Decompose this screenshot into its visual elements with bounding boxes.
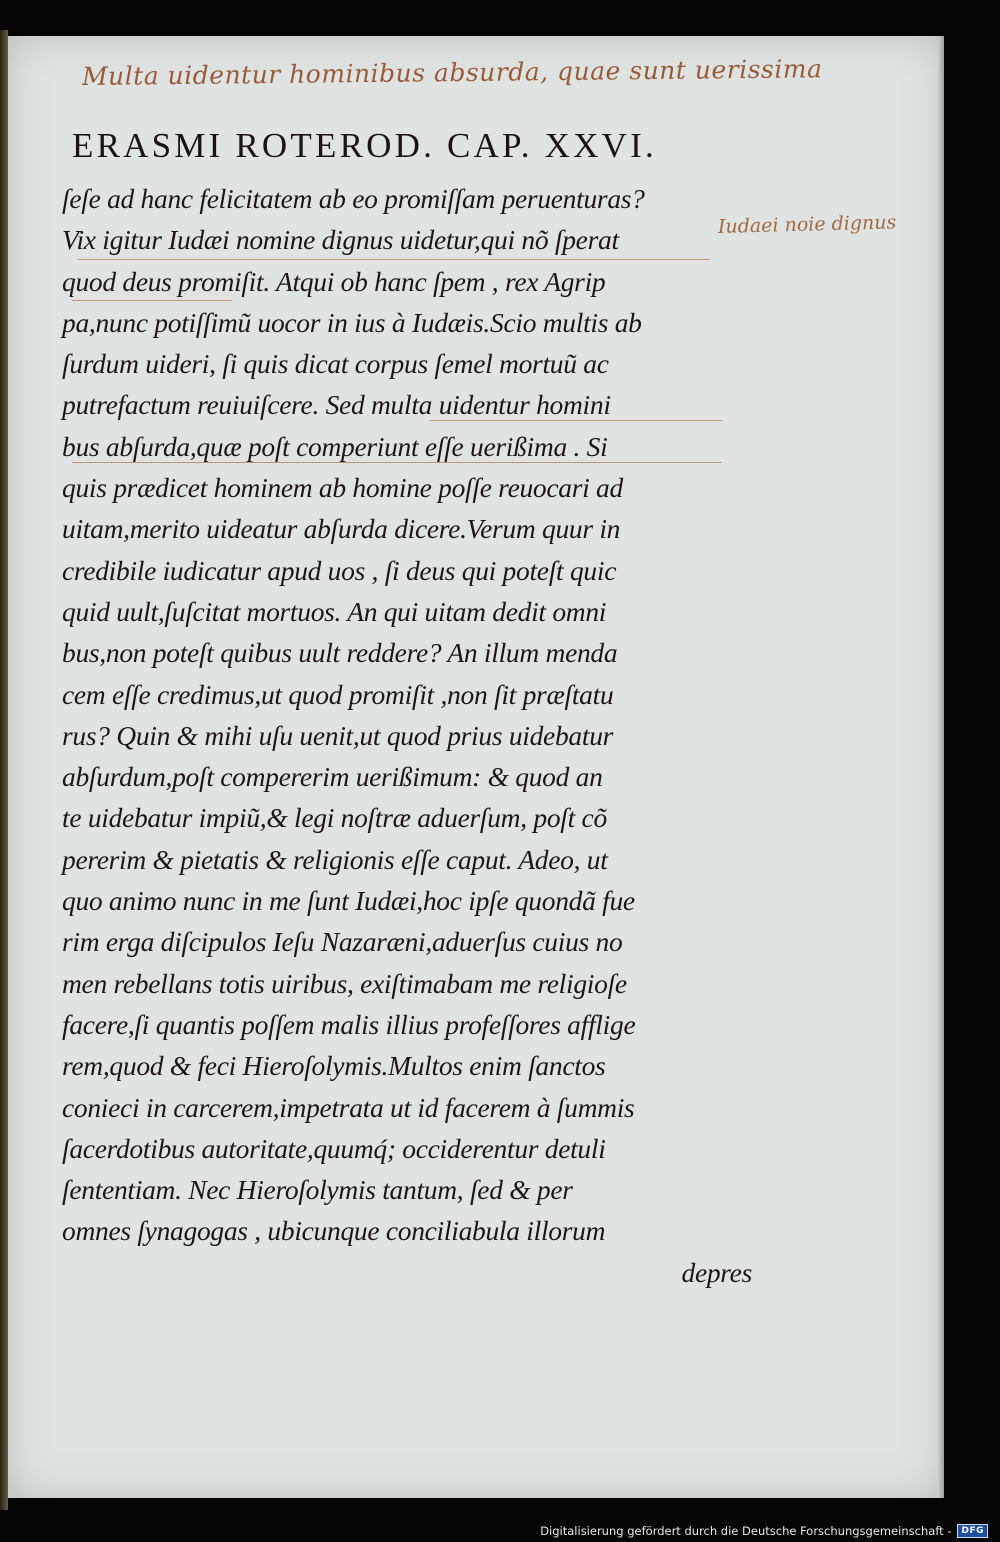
text-line: bus abſurda,quæ poſt comperiunt eſſe uerißima . Si <box>62 430 608 462</box>
text-line: te uidebatur impiũ,& legi noſtræ aduerſum, poſt cõ <box>62 802 607 834</box>
text-line: rim erga diſcipulos Ieſu Nazaræni,aduerſus cuius no <box>62 926 623 958</box>
funding-credit-text: Digitalisierung gefördert durch die Deutsche Forschungsgemeinschaft - <box>540 1524 952 1538</box>
text-line: quo animo nunc in me ſunt Iudæi,hoc ipſe quondã fue <box>62 885 635 917</box>
text-line: facere,ſi quantis poſſem malis illius profeſſores affligе <box>62 1008 636 1040</box>
text-line: putrefactum reuiuiſcere. Sed multa uidentur homini <box>62 389 611 421</box>
main-text <box>62 178 762 1293</box>
text-line: uitam,merito uideatur abſurda dicere.Verum quur in <box>62 513 621 545</box>
text-line: omnes ſynagogas , ubicunque conciliabula illorum <box>62 1215 606 1247</box>
text-line: quod deus promiſit. Atqui ob hanc ſpem , rex Agrip <box>62 265 606 297</box>
text-line: pa,nunc potiſſimũ uocor in ius à Iudæis.Scio multis ab <box>62 306 642 338</box>
text-line: rem,quod & feci Hieroſolymis.Multos enim ſanctos <box>62 1050 606 1082</box>
text-line: men rebellans totis uiribus, exiſtimabam me religioſe <box>62 967 627 999</box>
text-line: Vix igitur Iudæi nomine dignus uidetur,qui nõ ſperat <box>62 224 619 256</box>
text-line: ſeſe ad hanc felicitatem ab eo promiſſam peruenturas? <box>62 183 645 214</box>
text-line: pererim & pietatis & religionis eſſe caput. Adeo, ut <box>62 843 608 875</box>
text-line: quis prædicet hominem ab homine poſſe reuocari ad <box>62 472 623 504</box>
text-line: conieci in carcerem,impetrata ut id facerem à ſummis <box>62 1091 635 1123</box>
text-line: ſacerdotibus autoritate,quumq́; occiderentur detuli <box>62 1132 606 1164</box>
text-line: rus? Quin & mihi uſu uenit,ut quod prius uidebatur <box>62 719 614 751</box>
text-line: quid uult,ſuſcitat mortuos. An qui uitam dedit omni <box>62 595 607 627</box>
text-line: credibile iudicatur apud uos , ſi deus qui poteſt quic <box>62 554 617 586</box>
marginal-note-right: Iudaei noie dignus <box>717 211 897 238</box>
text-line: abſurdum,poſt compererim uerißimum: & quod an <box>62 761 603 793</box>
text-line: ſententiam. Nec Hieroſolymis tantum, ſed & per <box>62 1174 573 1206</box>
text-line: cem eſſe credimus,ut quod promiſit ,non ſit præſtatu <box>62 678 614 710</box>
text-line: bus,non poteſt quibus uult reddere? An illum menda <box>62 637 618 669</box>
running-head: ERASMI ROTEROD. CAP. XXVI. <box>72 126 657 165</box>
dfg-logo-icon[interactable]: DFG <box>957 1524 988 1538</box>
catchword: depres <box>681 1256 752 1288</box>
text-line: ſurdum uideri, ſi quis dicat corpus ſemel mortuũ ac <box>62 348 609 380</box>
footer-credit <box>540 1524 988 1538</box>
marginal-note-top: Multa uidentur hominibus absurda, quae sunt uerissima <box>81 54 823 91</box>
book-edge <box>0 30 8 1510</box>
